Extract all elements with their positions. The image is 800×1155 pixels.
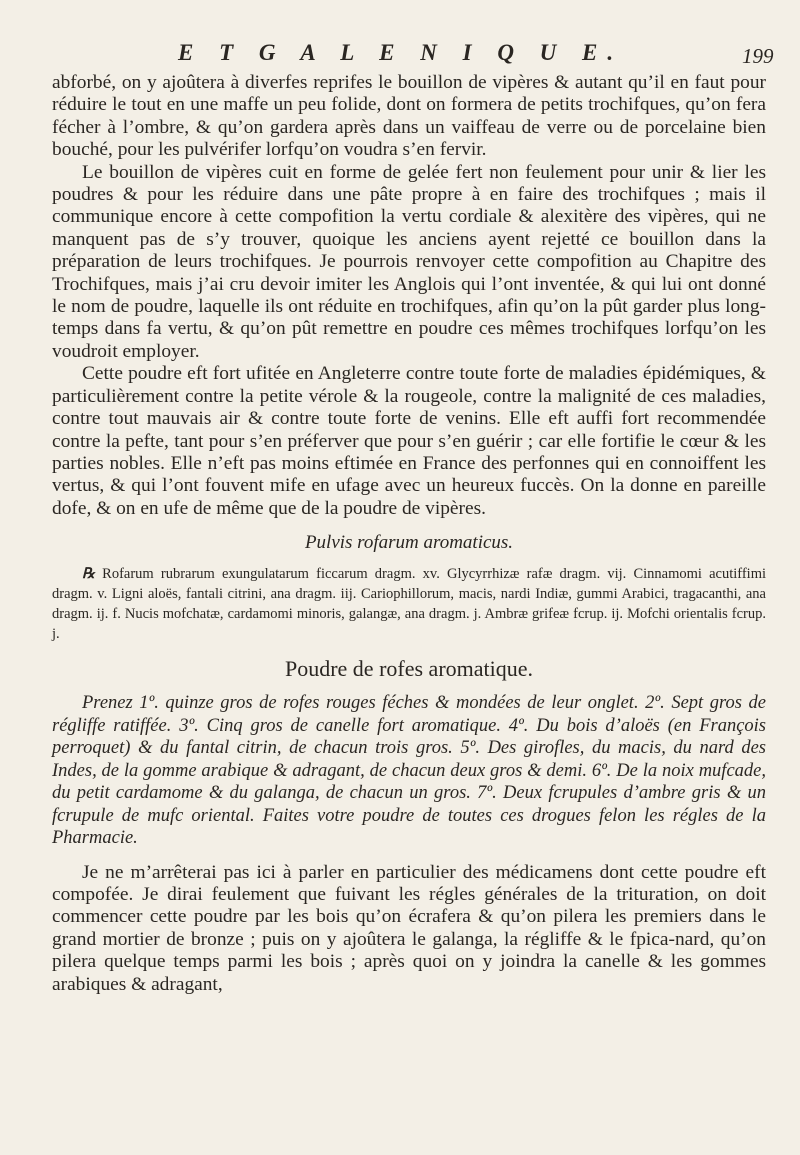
latin-formula-title: Pulvis rofarum aromaticus. — [304, 532, 514, 554]
running-title: E T G A L E N I Q U E. — [178, 40, 624, 65]
latin-formula — [52, 564, 766, 644]
latin-formula-text: Rofarum rubrarum exungulatarum ficcarum dragm. xv. Glycyrrhizæ rafæ dragm. vij. Cinnamomi acutiffimi dragm. v. Ligni aloës, fantali citrini, ana dragm. iij. Cariophillorum, macis, nardi Indiæ, gummi Arabici, tragacanthi, ana dragm. ij. f. Nucis mofchatæ, cardamomi minoris, galangæ, ana dragm. j. Ambræ grifeæ fcrup. ij. Mofchi orientalis fcrup. j. — [52, 566, 767, 643]
recipe-symbol: ℞ — [82, 566, 95, 583]
running-head — [0, 40, 800, 70]
paragraph-2: Le bouillon de vipères cuit en forme de gelée fert non feulement pour unir & lier les poudres & pour les réduire dans une pâte propre à en faire des trochifques ; mais il communique encore à cette compofition la vertu cordiale & alexitère des vipères, qui ne manquent pas de s’y trouver, quoique les anciens ayent rejetté ce bouillon dans la préparation de leurs trochifques. Je pourrois renvoyer cette compofition au Chapitre des Trochifques, mais j’ai cru devoir imiter les Anglois qui l’ont inventée, & qui lui ont donné le nom de poudre, laquelle ils ont réduite en trochifques, afin qu’on la pût garder plus long-temps dans fa vertu, & qu’on pût remettre en poudre ces mêmes trochifques lorfqu’on les voudroit employer. — [52, 161, 766, 362]
paragraph-1: abforbé, on y ajoûtera à diverfes reprifes le bouillon de vipères & autant qu’il en faut pour réduire le tout en une maffe un peu folide, dont on formera de petits trochifques, qu’on fera fécher à l’ombre, & qu’on gardera après dans un vaiffeau de verre ou de porcelaine bien bouché, pour les pulvérifer lorfqu’on voudra s’en fervir. — [52, 72, 766, 161]
paragraph-4: Je ne m’arrêterai pas ici à parler en particulier des médicamens dont cette poudre eft compofée. Je dirai feulement que fuivant les régles générales de la trituration, on doit commencer cette poudre par les bois qu’on écrafera & qu’on pilera les premiers dans le grand mortier de bronze ; puis on y ajoûtera le galanga, la régliffe & le fpica-nard, qu’on pilera quelque temps parmi les bois ; après quoi on y joindra la canelle & les gommes arabiques & adragant, — [52, 861, 766, 995]
paragraph-3: Cette poudre eft fort ufitée en Angleterre contre toute forte de maladies épidémiques, & particulièrement contre la petite vérole & la rougeole, contre la malignité de ces maladies, contre tout mauvais air & contre toute forte de venins. Elle eft auffi fort recommendée contre la pefte, tant pour s’en préferver que pour s’en guérir ; car elle fortifie le cœur & les parties nobles. Elle n’eft pas moins eftimée en France des perfonnes qui en connoiffent les vertus, & qui l’ont fouvent mife en ufage avec un heureux fuccès. On la donne en pareille dofe, & on en ufe de même que de la poudre de vipères. — [52, 363, 766, 519]
french-recipe: Prenez 1º. quinze gros de rofes rouges féches & mondées de leur onglet. 2º. Sept gros de régliffe ratiffée. 3º. Cinq gros de canelle fort aromatique. 4º. Du bois d’aloës (en François perroquet) & du fantal citrin, de chacun trois gros. 5º. Des girofles, du macis, du nard des Indes, de la gomme arabique & adragant, de chacun deux gros & demi. 6º. De la noix mufcade, du petit cardamome & du galanga, de chacun un gros. 7º. Deux fcrupules d’ambre gris & un fcrupule de mufc oriental. Faites votre poudre de toutes ces drogues felon les régles de la Pharmacie. — [52, 693, 766, 849]
french-recipe-title: Poudre de rofes aromatique. — [284, 656, 534, 682]
page-number: 199 — [742, 44, 774, 68]
